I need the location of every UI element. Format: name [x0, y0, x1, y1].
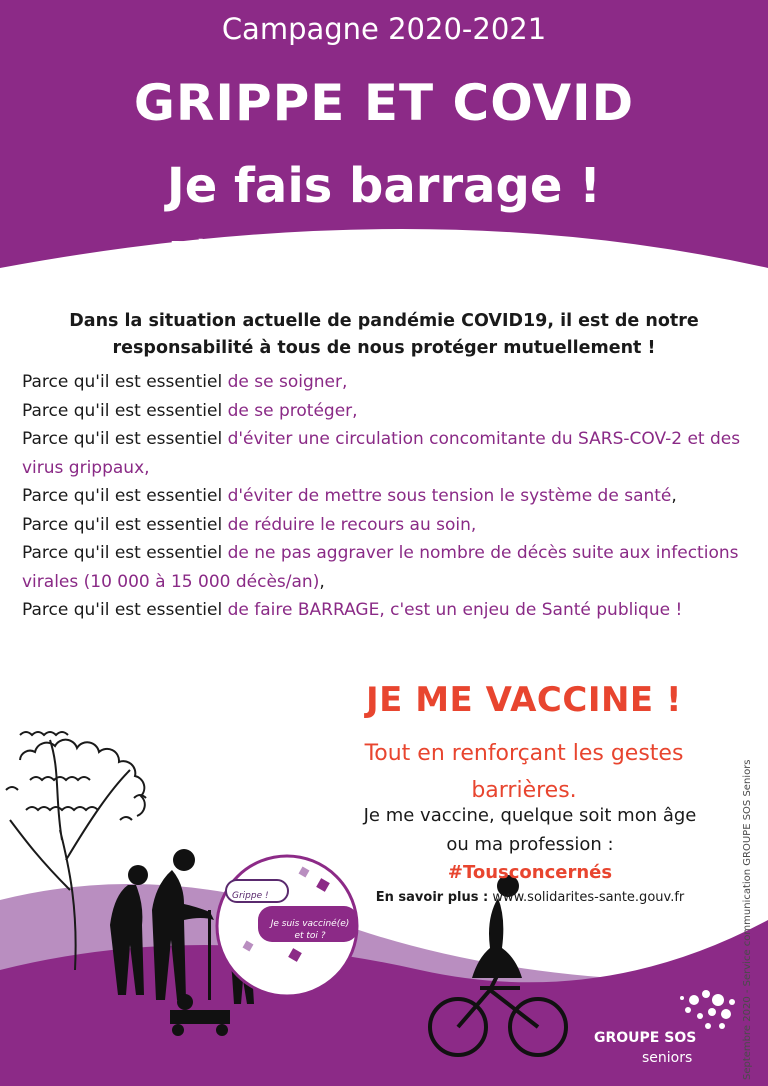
intro-line-2-end: de nous protéger mutuellement ! [320, 338, 656, 358]
vaccine-headline: JE ME VACCINE ! [365, 680, 682, 720]
headline-barrage: Je fais barrage ! [166, 158, 602, 214]
reasons-list [22, 368, 747, 625]
bubble-grippe-text: Grippe ! [232, 891, 269, 901]
barrier-gestures-text: Tout en renforçant les gestes barrières. [364, 741, 684, 803]
reason-item: Parce qu'il est essentiel d'éviter de mettre sous tension le système de santé, [22, 486, 677, 506]
reason-item: Parce qu'il est essentiel d'éviter une circulation concomitante du SARS-COV-2 et des virus grippaux, [22, 429, 741, 478]
bubble-vaccine-text: Je suis vacciné(e) et toi ? [270, 919, 350, 941]
reason-item: Parce qu'il est essentiel de réduire le recours au soin, [22, 514, 477, 535]
logo-subtitle: seniors [642, 1050, 693, 1066]
intro-line-1: Dans la situation actuelle de pandémie COVID19, il est de notre [69, 311, 699, 331]
intro-line-2-start: responsabilité [112, 338, 260, 358]
intro-emphasis: à tous [259, 338, 321, 358]
region-label: France Métropolitaine [294, 274, 446, 290]
reason-item: Parce qu'il est essentiel de ne pas aggraver le nombre de décès suite aux infections virales (10 000 à 15 000 décès/an), [22, 543, 739, 592]
side-credit: Septembre 2020 - Service communication GROUPE SOS Seniors [742, 759, 753, 1080]
intro-line-2 [30, 335, 738, 362]
campaign-label: Campagne 2020-2021 [221, 12, 547, 46]
reason-item: Parce qu'il est essentiel de se soigner, [22, 372, 348, 392]
reason-item: Parce qu'il est essentiel de faire BARRAGE, c'est un enjeu de Santé publique ! [22, 600, 683, 620]
hashtag: #Tousconcernés [447, 862, 613, 883]
logo-name: GROUPE SOS [594, 1030, 697, 1046]
reason-item: Parce qu'il est essentiel de se protéger, [22, 400, 358, 421]
more-info: En savoir plus : www.solidarites-sante.gouv.fr [375, 890, 685, 905]
headline-grippe-covid: GRIPPE ET COVID [133, 74, 635, 132]
start-date: Dès le 13 octobre 2020, [168, 236, 572, 271]
intro-text [30, 308, 738, 362]
age-profession-text: Je me vaccine, quelque soit mon âge ou ma profession : [363, 805, 697, 855]
more-info-link[interactable]: www.solidarites-sante.gouv.fr [488, 890, 685, 905]
